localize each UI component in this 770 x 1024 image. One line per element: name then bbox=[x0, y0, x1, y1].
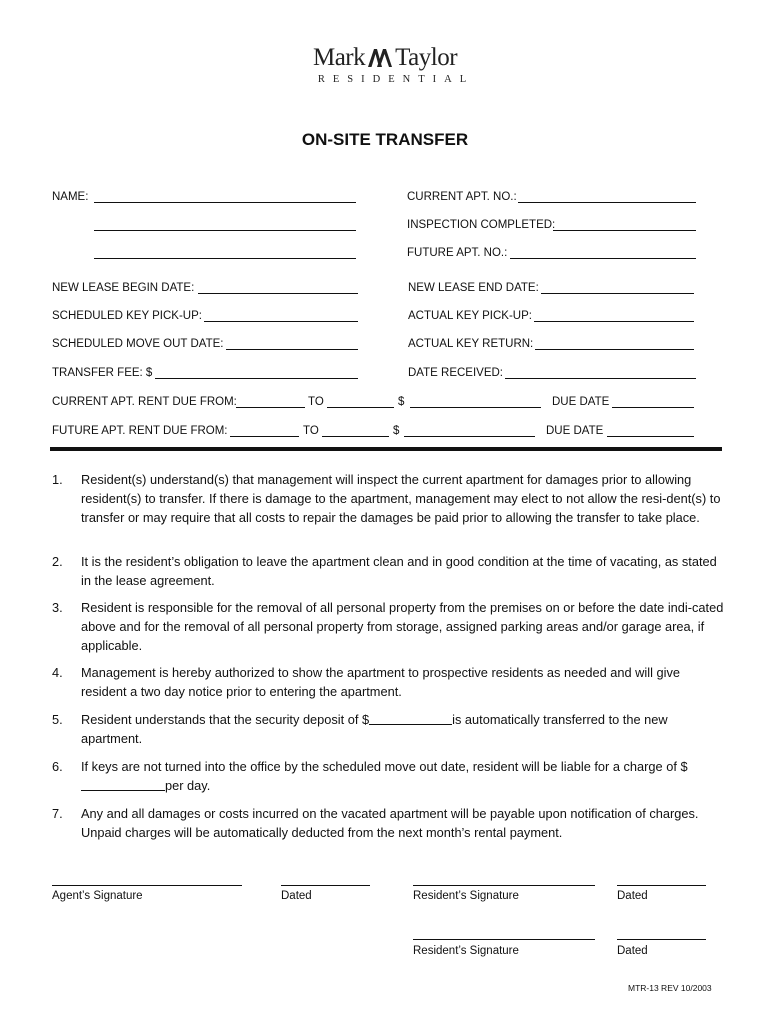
sched-key-label: SCHEDULED KEY PICK-UP: bbox=[52, 310, 202, 322]
term-number: 5. bbox=[52, 712, 63, 727]
term-number: 4. bbox=[52, 665, 63, 680]
resident-dated-line-2[interactable] bbox=[617, 939, 706, 940]
current-rent-label: CURRENT APT. RENT DUE FROM: bbox=[52, 396, 237, 408]
term-text: Management is hereby authorized to show the apartment to prospective residents as needed and will give resident a two day notice prior to entering the apartment. bbox=[81, 665, 680, 699]
term-text: It is the resident’s obligation to leave the apartment clean and in good condition at the time of vacating, as stated in the lease agreement. bbox=[81, 554, 717, 588]
logo-mark-icon bbox=[367, 48, 393, 68]
current-rent-amount-line[interactable] bbox=[410, 407, 541, 408]
resident-dated-label-2: Dated bbox=[617, 945, 648, 957]
term-number: 7. bbox=[52, 806, 63, 821]
date-received-line[interactable] bbox=[505, 378, 696, 379]
name-line-3[interactable] bbox=[94, 258, 356, 259]
lease-begin-label: NEW LEASE BEGIN DATE: bbox=[52, 282, 195, 294]
term-text-pre: If keys are not turned into the office by the scheduled move out date, resident will be liable for a charge of $ bbox=[81, 759, 688, 774]
resident-dated-line-1[interactable] bbox=[617, 885, 706, 886]
future-apt-label: FUTURE APT. NO.: bbox=[407, 247, 508, 259]
section-divider bbox=[50, 447, 722, 451]
fee-line[interactable] bbox=[155, 378, 358, 379]
form-title: ON-SITE TRANSFER bbox=[301, 130, 469, 149]
future-rent-to-line[interactable] bbox=[322, 436, 389, 437]
term-text-post: is automatically transferred to the new apartment. bbox=[81, 712, 668, 746]
future-rent-due-label: DUE DATE bbox=[546, 425, 604, 437]
term-item bbox=[52, 757, 724, 795]
inspection-label: INSPECTION COMPLETED: bbox=[407, 219, 556, 231]
current-rent-to-line[interactable] bbox=[327, 407, 394, 408]
future-rent-label: FUTURE APT. RENT DUE FROM: bbox=[52, 425, 228, 437]
future-rent-from-line[interactable] bbox=[230, 436, 299, 437]
term-item bbox=[52, 710, 724, 748]
term-text: Resident is responsible for the removal of all personal property from the premises on or before the date indi-cated above and for the removal of all personal property from storage, assigned parking areas and/or garage area, if applicable. bbox=[81, 600, 724, 653]
logo-name-left: Mark bbox=[312, 44, 366, 71]
current-rent-from-line[interactable] bbox=[236, 407, 305, 408]
agent-signature-line[interactable] bbox=[52, 885, 242, 886]
current-rent-due-label: DUE DATE bbox=[552, 396, 610, 408]
lease-end-line[interactable] bbox=[541, 293, 694, 294]
future-rent-due-line[interactable] bbox=[607, 436, 694, 437]
resident-signature-label-2: Resident’s Signature bbox=[413, 945, 519, 957]
term-text: Any and all damages or costs incurred on the vacated apartment will be payable upon notification of charges. Unpaid charges will be automatically deducted from the next month’s rental payment. bbox=[81, 806, 699, 840]
current-apt-line[interactable] bbox=[518, 202, 696, 203]
current-apt-label: CURRENT APT. NO.: bbox=[407, 191, 517, 203]
current-rent-to-label: TO bbox=[308, 396, 324, 408]
future-rent-dollar: $ bbox=[393, 425, 400, 437]
actual-key-line[interactable] bbox=[534, 321, 694, 322]
actual-return-label: ACTUAL KEY RETURN: bbox=[408, 338, 534, 350]
sched-move-line[interactable] bbox=[226, 349, 358, 350]
term-item bbox=[52, 663, 724, 701]
logo-name-right: Taylor bbox=[395, 44, 458, 71]
lease-begin-line[interactable] bbox=[198, 293, 358, 294]
term-text-pre: Resident understands that the security deposit of $ bbox=[81, 712, 370, 727]
sched-move-label: SCHEDULED MOVE OUT DATE: bbox=[52, 338, 224, 350]
name-label: NAME: bbox=[52, 191, 89, 203]
future-apt-line[interactable] bbox=[510, 258, 696, 259]
deposit-amount-line[interactable] bbox=[369, 711, 452, 725]
term-number: 1. bbox=[52, 472, 63, 487]
term-text: Resident(s) understand(s) that management will inspect the current apartment for damages prior to allowing resident(s) to transfer. If there is damage to the apartment, management may elect to not allow the resi-dent(s) to transfer or may require that all costs to repair the damages be paid prior to allowing the transfer to take place. bbox=[81, 472, 721, 525]
inspection-line[interactable] bbox=[553, 230, 696, 231]
current-rent-due-line[interactable] bbox=[612, 407, 694, 408]
sched-key-line[interactable] bbox=[204, 321, 358, 322]
fee-label: TRANSFER FEE: $ bbox=[52, 367, 153, 379]
name-line-1[interactable] bbox=[94, 202, 356, 203]
resident-signature-label-1: Resident’s Signature bbox=[413, 890, 519, 902]
term-number: 3. bbox=[52, 600, 63, 615]
name-line-2[interactable] bbox=[94, 230, 356, 231]
term-number: 2. bbox=[52, 554, 63, 569]
resident-signature-line-1[interactable] bbox=[413, 885, 595, 886]
date-received-label: DATE RECEIVED: bbox=[408, 367, 503, 379]
logo-subtitle: RESIDENTIAL bbox=[317, 74, 475, 85]
company-logo bbox=[0, 44, 770, 72]
actual-key-label: ACTUAL KEY PICK-UP: bbox=[408, 310, 532, 322]
future-rent-to-label: TO bbox=[303, 425, 319, 437]
resident-dated-label-1: Dated bbox=[617, 890, 648, 902]
term-item bbox=[52, 470, 724, 527]
term-item bbox=[52, 598, 724, 655]
agent-dated-line[interactable] bbox=[281, 885, 370, 886]
agent-signature-label: Agent’s Signature bbox=[52, 890, 143, 902]
future-rent-amount-line[interactable] bbox=[404, 436, 535, 437]
key-charge-line[interactable] bbox=[81, 777, 165, 791]
term-number: 6. bbox=[52, 759, 63, 774]
resident-signature-line-2[interactable] bbox=[413, 939, 595, 940]
current-rent-dollar: $ bbox=[398, 396, 405, 408]
lease-end-label: NEW LEASE END DATE: bbox=[408, 282, 539, 294]
form-code: MTR-13 REV 10/2003 bbox=[628, 983, 712, 993]
agent-dated-label: Dated bbox=[281, 890, 312, 902]
term-text-post: per day. bbox=[165, 778, 211, 793]
term-item bbox=[52, 804, 724, 842]
actual-return-line[interactable] bbox=[535, 349, 694, 350]
term-item bbox=[52, 552, 724, 590]
